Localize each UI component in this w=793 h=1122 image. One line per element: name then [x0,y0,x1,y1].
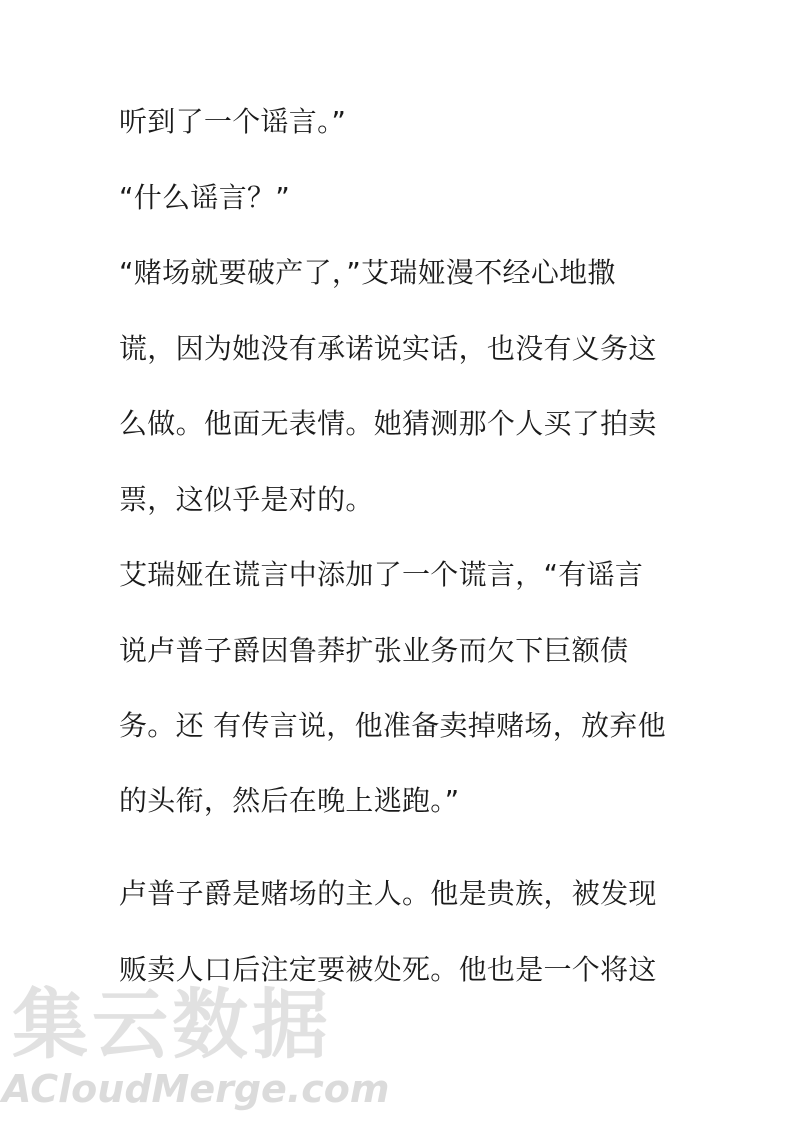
text-line: 么做。他面无表情。她猜测那个人买了拍卖 [119,407,657,440]
text-line: “什么谣言？” [119,181,291,214]
text-line: 贩卖人口后注定要被处死。他也是一个将这 [119,953,657,986]
text-line: 听到了一个谣言。” [119,105,347,138]
text-line: 艾瑞娅在谎言中添加了一个谎言，“有谣言 [119,558,644,591]
text-line: 务。还 有传言说，他准备卖掉赌场，放弃他 [119,709,666,742]
text-line: 卢普子爵是赌场的主人。他是贵族，被发现 [119,877,657,910]
text-line: 说卢普子爵因鲁莽扩张业务而欠下巨额债 [119,634,629,667]
watermark [0,975,400,1115]
text-line: 的头衔，然后在晚上逃跑。” [119,784,460,817]
watermark-english: ACloudMerge.com [2,1067,390,1111]
watermark-chinese: 集云数据 [12,980,332,1069]
text-line: 谎，因为她没有承诺说实话，也没有义务这 [119,332,657,365]
text-line: 票，这似乎是对的。 [119,483,374,516]
text-line: “赌场就要破产了，”艾瑞娅漫不经心地撒 [119,256,616,289]
